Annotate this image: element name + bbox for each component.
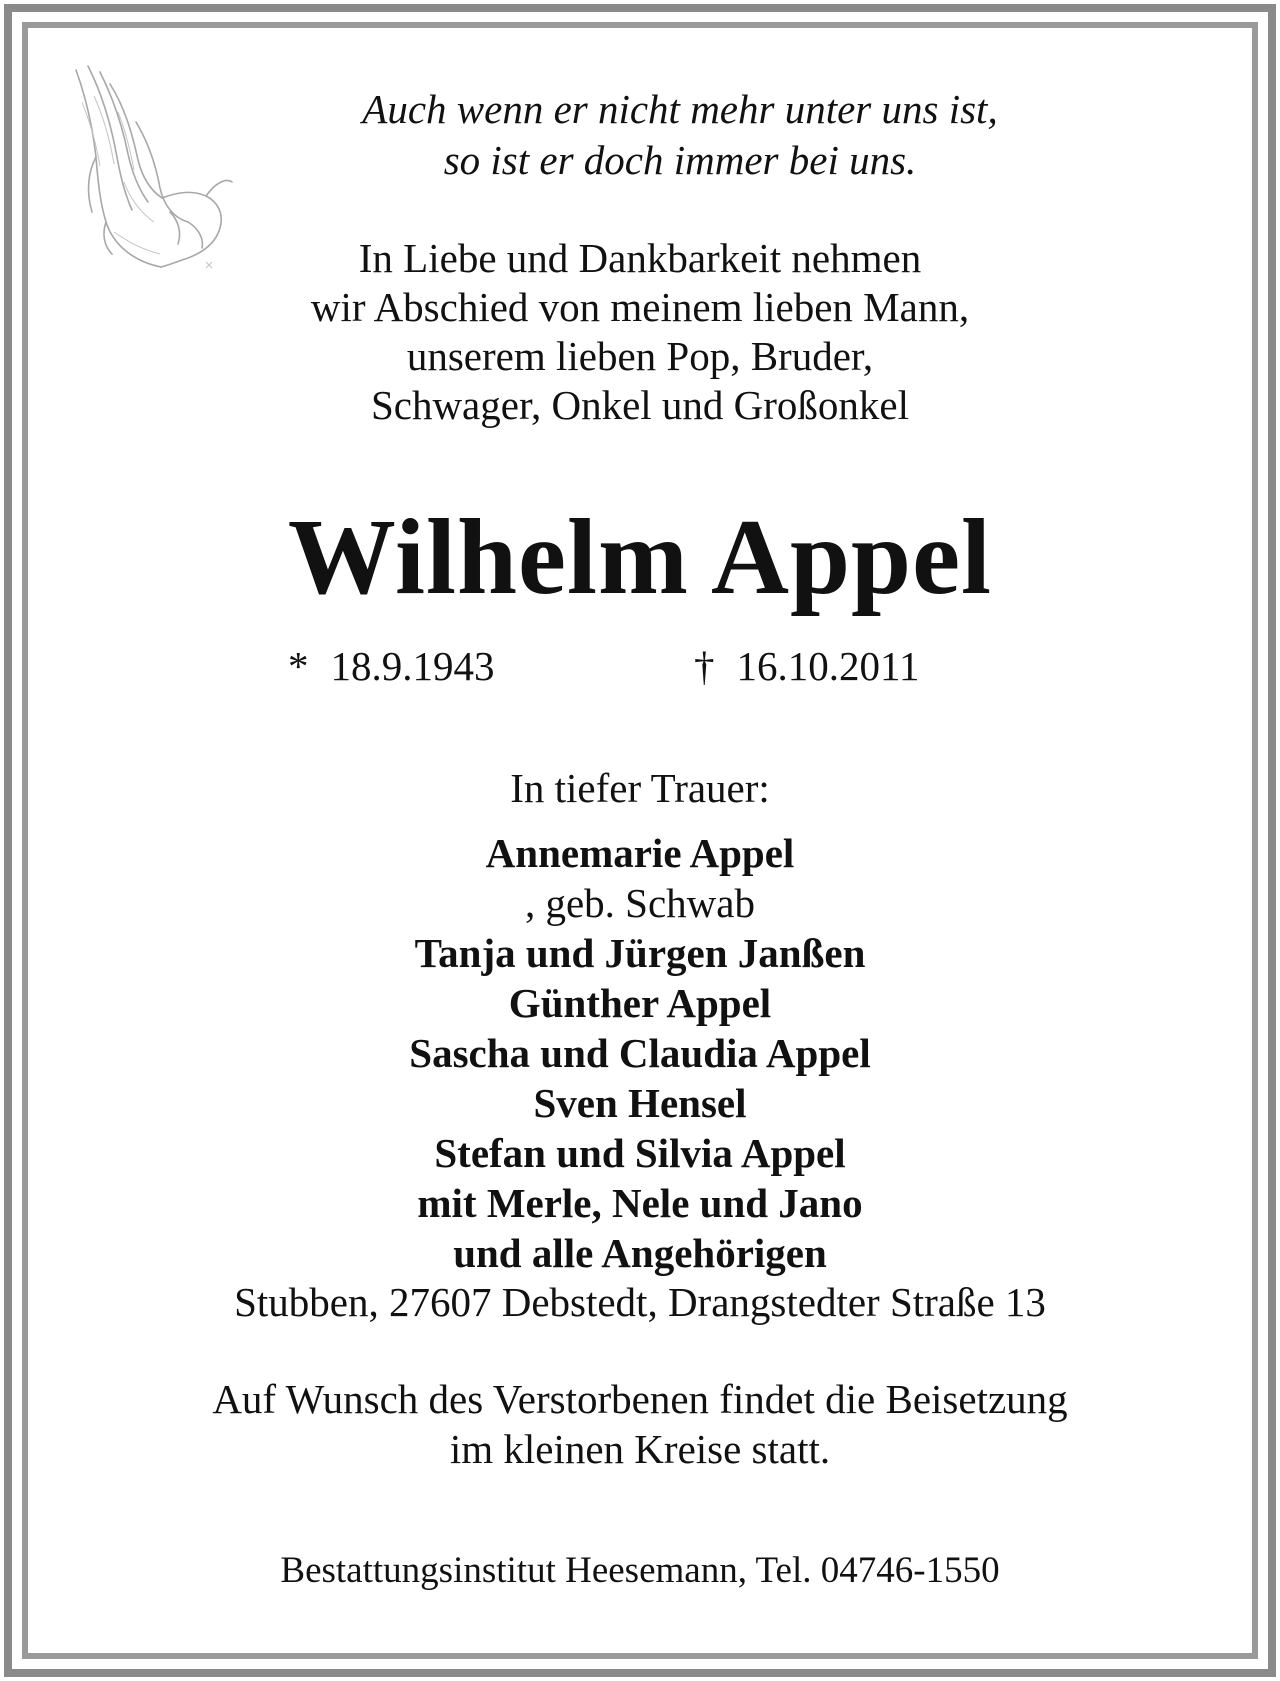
note-line-1: Auf Wunsch des Verstorbenen findet die Beisetzung: [212, 1376, 1068, 1422]
mourners-list: [0, 828, 1280, 1278]
note-line-2: im kleinen Kreise statt.: [449, 1426, 831, 1472]
family-address: Stubben, 27607 Debstedt, Drangstedter Straße 13: [234, 1279, 1046, 1325]
mourner-maiden-name: , geb. Schwab: [524, 880, 755, 926]
funeral-home-contact: Bestattungsinstitut Heesemann, Tel. 04746-1550: [280, 1550, 1000, 1591]
mourner-line: Günther Appel: [508, 980, 772, 1026]
birth-date-value: 18.9.1943: [330, 643, 495, 689]
intro-line-4: Schwager, Onkel und Großonkel: [370, 382, 910, 428]
life-dates: [0, 640, 1280, 692]
farewell-intro: [0, 234, 1280, 430]
mourner-line: Sascha und Claudia Appel: [409, 1030, 871, 1076]
death-cross-icon: †: [694, 643, 715, 689]
mourner-line: Tanja und Jürgen Janßen: [414, 930, 866, 976]
mourner-line: Sven Hensel: [533, 1080, 747, 1126]
intro-line-1: In Liebe und Dankbarkeit nehmen: [358, 235, 922, 281]
death-date: [694, 640, 919, 692]
mourner-line: mit Merle, Nele und Jano: [417, 1180, 863, 1226]
deceased-name: Wilhelm Appel: [287, 498, 993, 617]
quote-line-1: Auch wenn er nicht mehr unter uns ist,: [362, 86, 998, 132]
death-date-value: 16.10.2011: [736, 643, 920, 689]
birth-date: [288, 640, 495, 692]
mourner-line: [0, 828, 1280, 928]
intro-line-3: unserem lieben Pop, Bruder,: [406, 333, 874, 379]
mourner-line: Stefan und Silvia Appel: [434, 1130, 846, 1176]
birth-star-icon: *: [288, 643, 309, 689]
burial-note: [0, 1374, 1280, 1474]
mourner-name: Annemarie Appel: [485, 830, 795, 876]
quote-line-2: so ist er doch immer bei uns.: [443, 137, 917, 183]
mourner-line: und alle Angehörigen: [453, 1230, 827, 1276]
mourning-heading: In tiefer Trauer:: [510, 765, 770, 811]
intro-line-2: wir Abschied von meinem lieben Mann,: [310, 284, 970, 330]
memorial-quote: [40, 84, 1280, 186]
